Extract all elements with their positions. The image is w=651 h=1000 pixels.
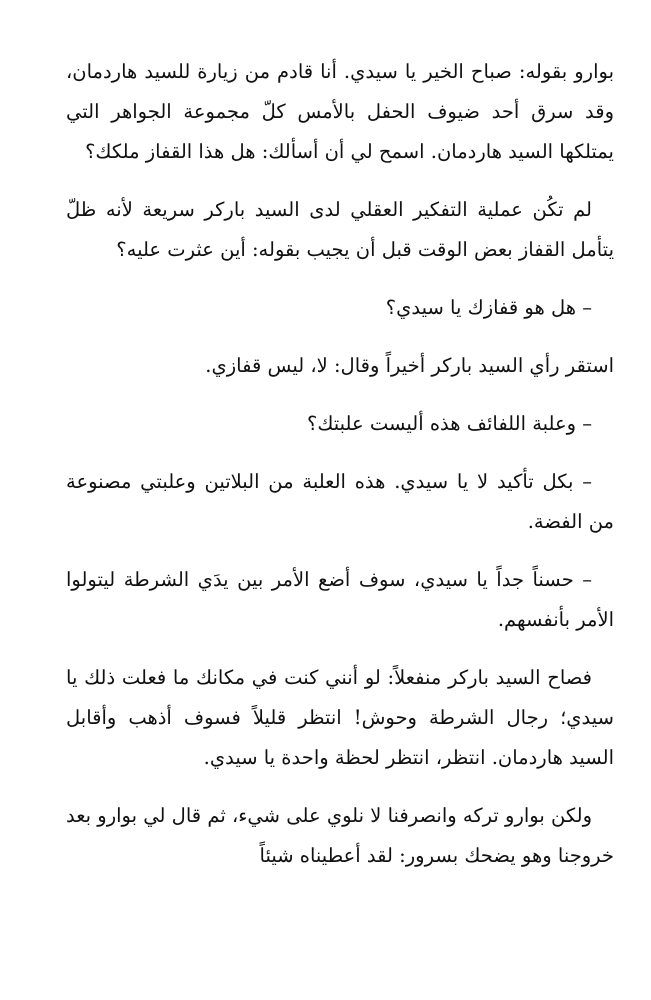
paragraph-2: لم تكُن عملية التفكير العقلي لدى السيد باركر سريعة لأنه ظلّ يتأمل القفاز بعض الوقت قبل أن يجيب بقوله: أين عثرت عليه؟ — [66, 198, 614, 261]
paragraph-1: بوارو بقوله: صباح الخير يا سيدي. أنا قادم من زيارة للسيد هاردمان، وقد سرق أحد ضيوف الحفل بالأمس كلّ مجموعة الجواهر التي يمتلكها السيد هاردمان. اسمح لي أن أسألك: هل هذا القفاز ملكك؟ — [66, 60, 614, 163]
paragraph-4: استقر رأي السيد باركر أخيراً وقال: لا، ليس قفازي. — [205, 354, 614, 377]
paragraph-5-dialogue: – وعلبة اللفائف هذه أليست علبتك؟ — [307, 412, 592, 435]
paragraph-8: فصاح السيد باركر منفعلاً: لو أنني كنت في مكانك ما فعلت ذلك يا سيدي؛ رجال الشرطة وحوش! انتظر قليلاً فسوف أذهب وأقابل السيد هاردمان. انتظر، انتظر لحظة واحدة يا سيدي. — [66, 666, 614, 769]
paragraph-6-dialogue: – بكل تأكيد لا يا سيدي. هذه العلبة من البلاتين وعلبتي مصنوعة من الفضة. — [66, 470, 614, 533]
paragraph-3-dialogue: – هل هو قفازك يا سيدي؟ — [385, 296, 592, 319]
paragraph-7-dialogue: – حسناً جداً يا سيدي، سوف أضع الأمر بين يدَي الشرطة ليتولوا الأمر بأنفسهم. — [66, 568, 614, 631]
book-page — [66, 52, 614, 894]
paragraph-9: ولكن بوارو تركه وانصرفنا لا نلوي على شيء، ثم قال لي بوارو بعد خروجنا وهو يضحك بسرور: لقد أعطيناه شيئاً — [66, 804, 614, 867]
